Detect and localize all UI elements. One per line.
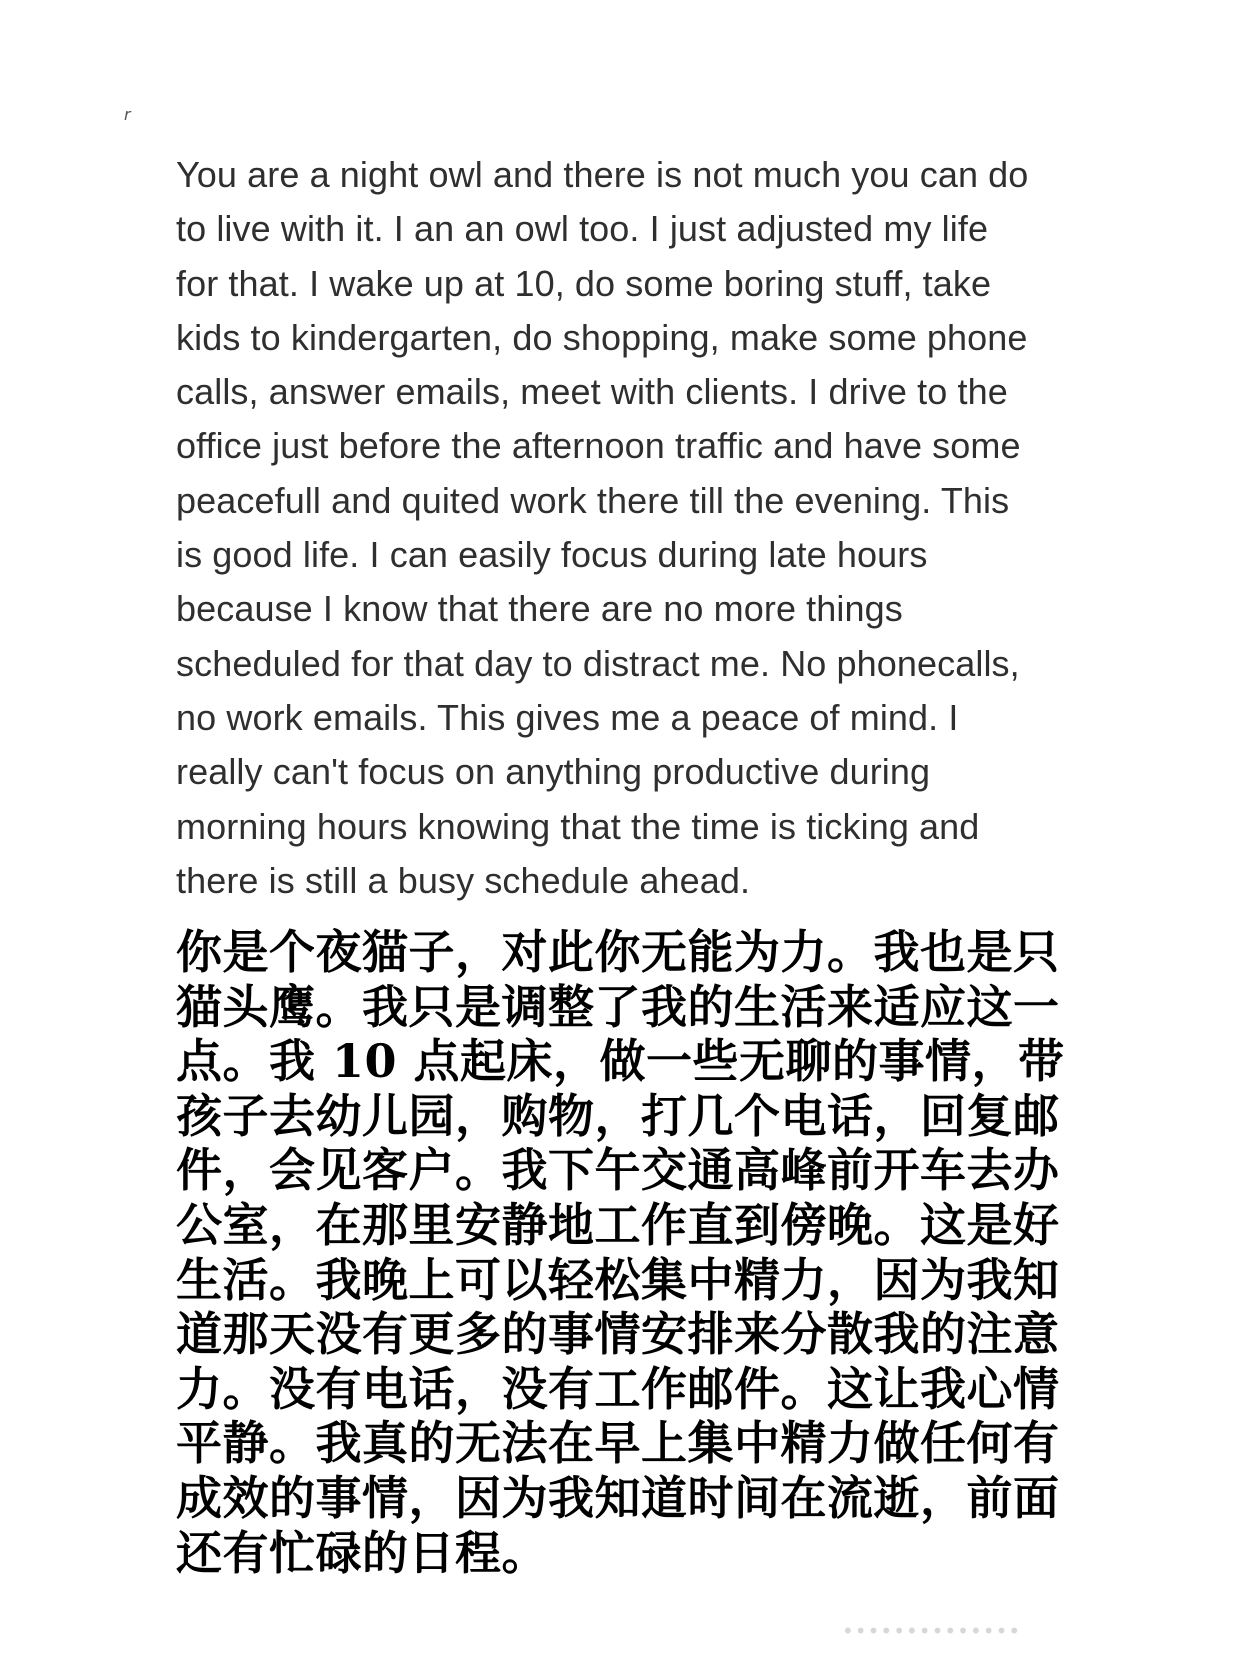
chinese-line: 还有忙碌的日程。 (176, 1525, 548, 1580)
english-line: kids to kindergarten, do shopping, make some phone (176, 316, 1028, 358)
chinese-line: 力。没有电话，没有工作邮件。这让我心情 (176, 1361, 1060, 1416)
chinese-line: 孩子去幼儿园，购物，打几个电话，回复邮 (176, 1088, 1060, 1143)
chinese-line: 生活。我晚上可以轻松集中精力，因为我知 (176, 1252, 1060, 1307)
english-line: to live with it. I an an owl too. I just adjusted my life (176, 208, 989, 250)
chinese-line: 成效的事情，因为我知道时间在流逝，前面 (176, 1470, 1060, 1525)
top-mark: r (124, 105, 131, 124)
chinese-line: 件，会见客户。我下午交通高峰前开车去办 (176, 1143, 1060, 1198)
english-line: office just before the afternoon traffic and have some (176, 425, 1021, 467)
english-line: scheduled for that day to distract me. No phonecalls, (176, 642, 1020, 684)
chinese-line: 点。我 10 点起床，做一些无聊的事情，带 (176, 1034, 1065, 1089)
bottom-dots: •••••••••••••• (842, 1619, 1022, 1643)
english-line: is good life. I can easily focus during late hours (176, 534, 928, 576)
english-line: morning hours knowing that the time is ticking and (176, 805, 980, 847)
chinese-line: 你是个夜猫子，对此你无能为力。我也是只 (176, 925, 1060, 979)
english-line: for that. I wake up at 10, do some boring stuff, take (176, 262, 992, 304)
chinese-line: 公室，在那里安静地工作直到傍晚。这是好 (176, 1197, 1060, 1252)
english-line: no work emails. This gives me a peace of mind. I (176, 696, 959, 738)
chinese-line: 道那天没有更多的事情安排来分散我的注意 (176, 1307, 1060, 1362)
english-line: peacefull and quited work there till the evening. This (176, 479, 1010, 521)
english-line: there is still a busy schedule ahead. (176, 859, 751, 901)
english-line: calls, answer emails, meet with clients. I drive to the (176, 371, 1008, 413)
chinese-paragraph (176, 925, 1076, 1580)
chinese-line: 平静。我真的无法在早上集中精力做任何有 (176, 1416, 1060, 1471)
english-line: because I know that there are no more things (176, 588, 903, 630)
english-paragraph (176, 148, 1086, 908)
chinese-line: 猫头鹰。我只是调整了我的生活来适应这一 (176, 979, 1060, 1034)
english-line: You are a night owl and there is not much you can do (176, 154, 1029, 195)
english-line: really can't focus on anything productive during (176, 751, 931, 793)
